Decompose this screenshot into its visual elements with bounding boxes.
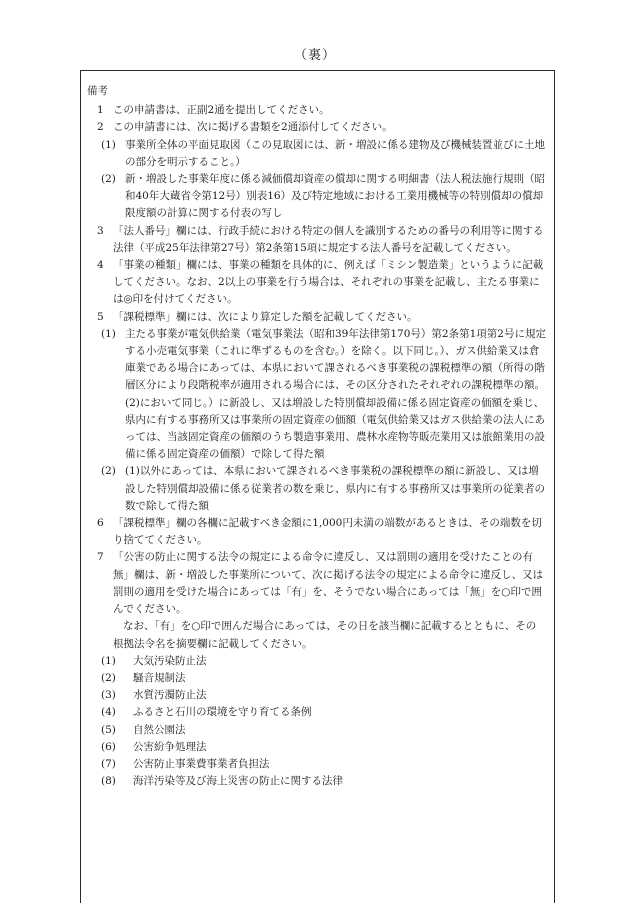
note-text: 「事業の種類」欄には、事業の種類を具体的に、例えば「ミシン製造業」というように記載してください。なお、2以上の事業を行う場合は、それぞれの事業を記載し、主たる事業には◎印を付けてください。 <box>113 259 544 306</box>
law-number: (5) <box>101 723 116 736</box>
note-item-6 <box>87 515 546 549</box>
note-number: 7 <box>97 551 104 564</box>
note-item-2-sub-1 <box>87 137 546 171</box>
note-number: 4 <box>97 259 104 272</box>
law-item <box>87 704 546 721</box>
note-number: 2 <box>97 121 104 134</box>
note-text: 「公害の防止に関する法令の規定による命令に違反し、又は罰則の適用を受けたことの有無」欄は、新・増設した事業所について、次に掲げる法令の規定による命令に違反し、又は罰則の適用を受けた場合にあっては「有」を、そうでない場合にあっては「無」を○印で囲んでください。 <box>113 551 544 616</box>
law-name: 大気汚染防止法 <box>133 654 207 667</box>
note-item-5 <box>87 309 546 326</box>
note-item-1 <box>87 102 546 119</box>
note-item-5-sub-1 <box>87 326 546 464</box>
law-number: (3) <box>101 689 116 702</box>
note-item-2-sub-2 <box>87 171 546 223</box>
note-text: 「課税標準」欄の各欄に記載すべき金額に1,000円未満の端数があるときは、その端数を切り捨ててください。 <box>113 517 542 547</box>
note-number: 1 <box>97 104 104 117</box>
note-item-7 <box>87 549 546 618</box>
law-name: 騒音規制法 <box>133 671 186 684</box>
sub-text: 新・増設した事業年度に係る減価償却資産の償却に関する明細書（法人税法施行規則（昭和40年大蔵省令第12号）別表16）及び特定地域における工業用機械等の特別償却の償却限度額の計算に関する付表の写し <box>125 173 545 220</box>
law-number: (2) <box>101 671 116 684</box>
law-name: 海洋汚染等及び海上災害の防止に関する法律 <box>133 775 343 788</box>
note-number: 5 <box>97 310 104 323</box>
law-item <box>87 653 546 670</box>
law-number: (8) <box>101 775 116 788</box>
law-item <box>87 739 546 756</box>
sub-text: (1)以外にあっては、本県において課されるべき事業税の課税標準の額に新設し、又は増設した特別償却設備に係る従業者の数を乗じ、県内に有する事務所又は事業所の従業者の数で除して得た額 <box>125 465 545 512</box>
sub-number: (1) <box>101 327 116 340</box>
note-item-5-sub-2 <box>87 463 546 515</box>
law-name: 水質汚濁防止法 <box>133 689 207 702</box>
law-item <box>87 722 546 739</box>
sub-number: (2) <box>101 465 116 478</box>
note-number: 3 <box>97 224 104 237</box>
law-item <box>87 756 546 773</box>
law-number: (6) <box>101 740 116 753</box>
note-item-4 <box>87 257 546 309</box>
law-name: 自然公園法 <box>133 723 186 736</box>
law-name: 公害紛争処理法 <box>133 740 207 753</box>
sub-number: (2) <box>101 173 116 186</box>
note-item-3 <box>87 223 546 257</box>
sub-text: 主たる事業が電気供給業（電気事業法（昭和39年法律第170号）第2条第1項第2号に規定する小売電気事業（これに準ずるものを含む。）を除く。以下同じ。）、ガス供給業又は倉庫業である場合にあっては、本県において課されるべき事業税の課税標準の額（所得の階層区分により段階税率が適用される場合には、その区分されたそれぞれの課税標準の額。(2)において同じ。）に新設し、又は増設した特別償却設備に係る固定資産の価額を乗じ、県内に有する事務所又は事業所の固定資産の価額（電気供給業又はガス供給業の法人にあっては、当該固定資産の価額のうち製造事業用、農林水産物等販売業用又は旅館業用の設備に係る固定資産の価額）で除して得た額 <box>125 327 546 461</box>
notes-title: 備考 <box>87 85 108 97</box>
sub-number: (1) <box>101 138 116 151</box>
law-number: (1) <box>101 654 116 667</box>
note-text: 「課税標準」欄には、次により算定した額を記載してください。 <box>113 310 418 323</box>
note-text: 「法人番号」欄には、行政手続における特定の個人を識別するための番号の利用等に関する法律（平成25年法律第27号）第2条第15項に規定する法人番号を記載してください。 <box>113 224 544 254</box>
law-item <box>87 773 546 790</box>
law-number: (4) <box>101 706 116 719</box>
law-number: (7) <box>101 757 116 770</box>
note-text: この申請書には、次に掲げる書類を2通添付してください。 <box>113 121 393 134</box>
note-item-2 <box>87 119 546 136</box>
sub-text: 事業所全体の平面見取図（この見取図には、新・増設に係る建物及び機械装置並びに土地の部分を明示すること。） <box>125 138 545 168</box>
page-heading: （裏） <box>293 48 336 63</box>
law-name: 公害防止事業費事業者負担法 <box>133 757 270 770</box>
note-number: 6 <box>97 517 104 530</box>
law-name: ふるさと石川の環境を守り育てる条例 <box>133 706 312 719</box>
notes-box <box>80 70 555 903</box>
note-item-7-supplement: なお、「有」を○印で囲んだ場合にあっては、その日を該当欄に記載するとともに、その根拠法令名を摘要欄に記載してください。 <box>113 620 537 650</box>
law-item <box>87 670 546 687</box>
note-text: この申請書は、正副2通を提出してください。 <box>113 104 330 117</box>
law-item <box>87 687 546 704</box>
